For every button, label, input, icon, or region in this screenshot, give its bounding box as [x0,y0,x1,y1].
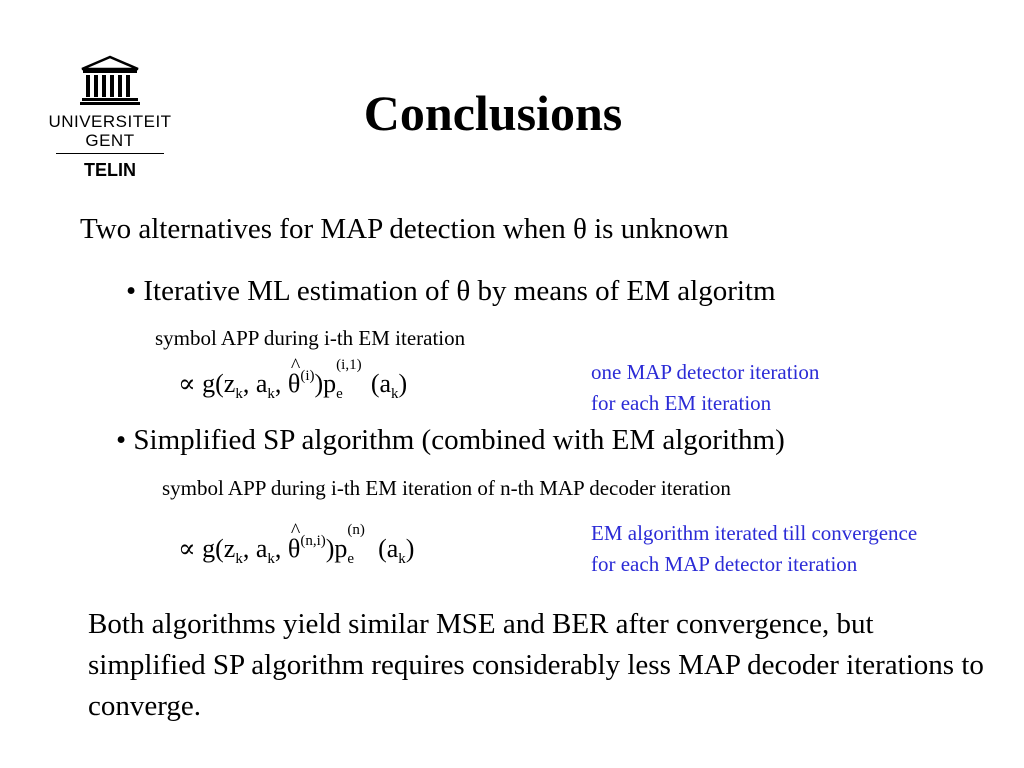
proportional-symbol: ∝ [178,534,196,563]
formula-sub-k: k [398,551,406,567]
caption-sp-iteration: symbol APP during i-th EM iteration of n-th MAP decoder iteration [162,476,731,500]
bullet-simplified-sp: • Simplified SP algorithm (combined with EM algorithm) [116,424,785,456]
logo-divider [56,153,164,154]
note-em-2-line-2: for each MAP detector iteration [591,552,858,576]
formula-sub-k: k [267,551,275,567]
formula-g: g(z [202,534,236,563]
formula-sup-theta: (n,i) [300,533,326,549]
formula-comma: , [274,369,282,398]
note-em-1-line-2: for each EM iteration [591,391,772,415]
formula-sub-k: k [235,386,243,402]
slide-title: Conclusions [363,85,623,141]
logo-department-text: TELIN [84,160,136,180]
formula-a-open: (a [378,534,399,563]
formula-sub-k: k [235,551,243,567]
formula-a: , a [242,369,268,398]
formula-a-open: (a [370,369,392,398]
formula-sup-p: (n) [347,522,365,538]
formula-close: ) [405,534,415,563]
intro-text: Two alternatives for MAP detection when θ is unknown [80,213,729,245]
theta-hat: ^ θ [288,534,300,564]
logo-university-text: UNIVERSITEIT [48,112,172,131]
bullet-em-estimation: • Iterative ML estimation of θ by means of EM algoritm [126,275,776,307]
logo-city-text: GENT [85,131,135,150]
formula-comma: , [274,534,282,563]
note-em-2-line-1: EM algorithm iterated till convergence [591,521,918,545]
formula-p: )p [314,369,337,398]
formula-sp-app [178,522,415,568]
formula-sub-e: e [347,551,355,567]
caption-em-iteration: symbol APP during i-th EM iteration [155,326,466,350]
formula-em-app [178,357,408,403]
formula-a: , a [242,534,268,563]
formula-close: ) [398,369,408,398]
note-em-1-line-1: one MAP detector iteration [591,360,820,384]
formula-p: )p [325,534,348,563]
proportional-symbol: ∝ [178,369,196,398]
formula-sup-p: (i,1) [336,357,362,373]
formula-sup-theta: (i) [300,368,315,384]
formula-sub-k: k [391,386,399,402]
conclusion-paragraph: Both algorithms yield similar MSE and BER after convergence, but simplified SP algorithm requires considerably less MAP decoder iterations to converge. [88,608,984,722]
formula-sub-k: k [267,386,275,402]
formula-sub-e: e [336,386,343,402]
formula-g: g(z [202,369,236,398]
theta-hat: ^ θ [288,369,300,399]
